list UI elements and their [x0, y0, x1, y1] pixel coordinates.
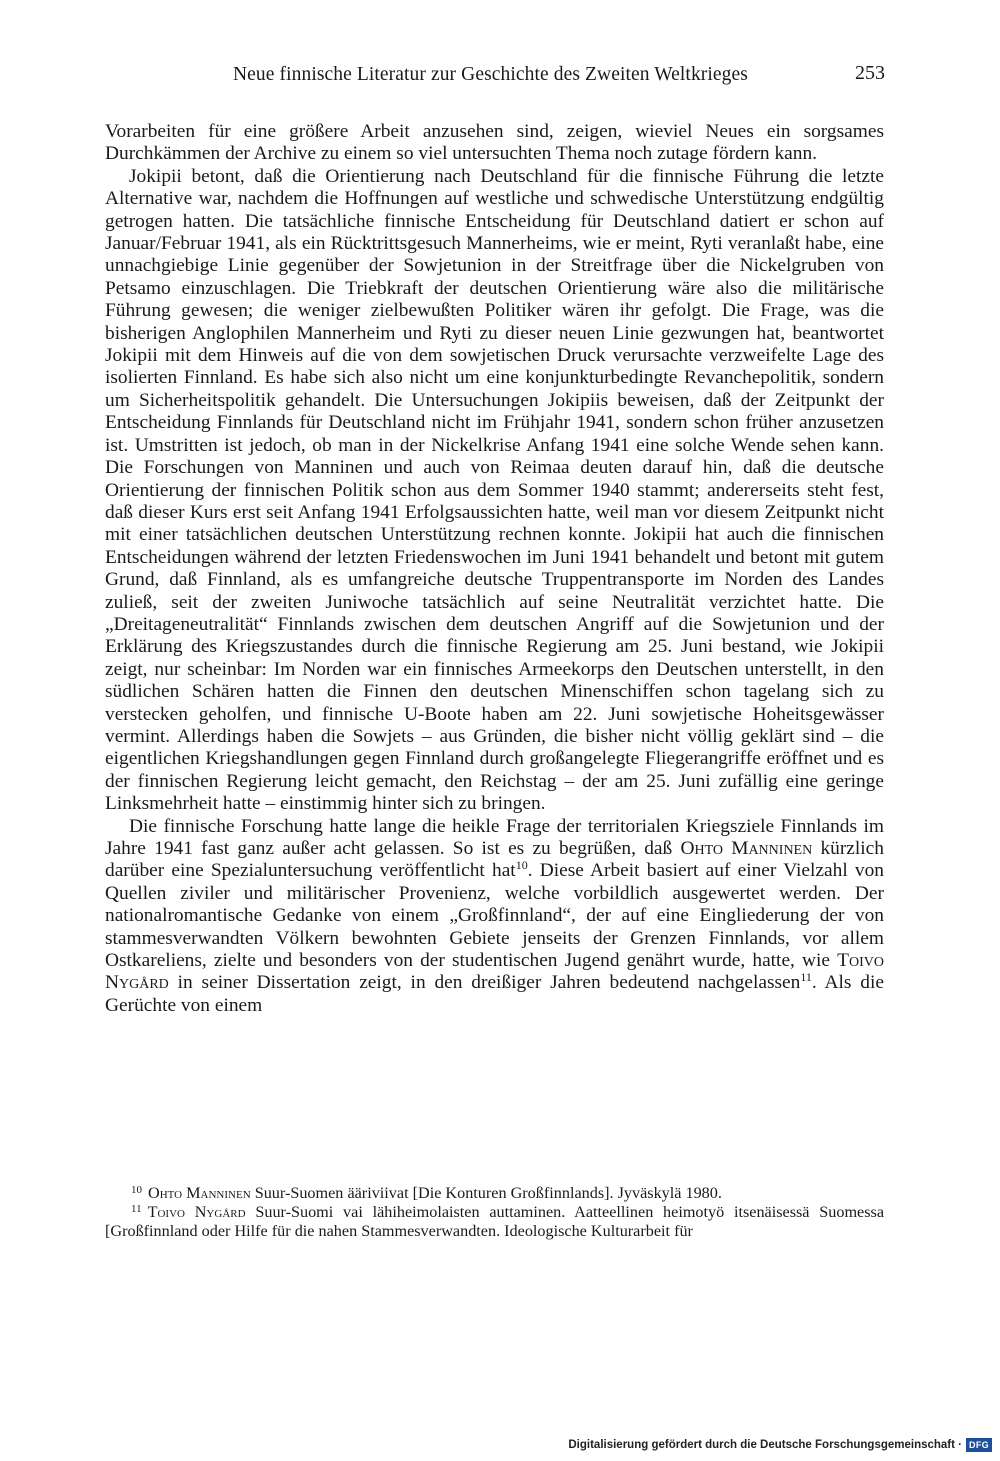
footnote-10-number: 10 — [131, 1184, 142, 1196]
author-name-nygard: Toivo Nygård — [105, 950, 884, 994]
body-text — [105, 121, 884, 1017]
paragraph-1: Vorarbeiten für eine größere Arbeit anzusehen sind, zeigen, wieviel Neues ein sorgsames Durchkämmen der Archive zu einem so viel untersuchten Thema noch zutage fördern kann. — [105, 121, 884, 165]
funding-note: Digitalisierung gefördert durch die Deutsche Forschungsgemeinschaft · — [568, 1439, 962, 1451]
footnote-10-text: Suur-Suomen ääriviivat [Die Konturen Großfinnlands]. Jyväskylä 1980. — [254, 1184, 722, 1202]
funding-footer — [568, 1437, 992, 1453]
dfg-logo-icon: DFG — [966, 1438, 992, 1452]
footnote-ref-10[interactable]: 10 — [515, 858, 528, 873]
paragraph-3-text-c: . Diese Arbeit basiert auf einer Vielzahl von Quellen ziviler und militärischer Provenienz, welche vorbildlich ausgewertet werden. Der nationalromantische Gedanke von einem „Großfinnland“, der auf eine Eingliederung der von stammesverwandten Völkern bewohnten Gebiete jenseits der Grenzen Finnlands, vor allem Ostkareliens, zielte und besonders von der studentischen Jugend genährt wurde, hatte, wie — [105, 860, 884, 972]
page-number: 253 — [855, 62, 885, 84]
paragraph-3-text-e: . Als die Gerüchte von einem — [105, 972, 884, 1016]
footnote-ref-11[interactable]: 11 — [800, 970, 812, 985]
paragraph-3 — [105, 816, 884, 1018]
footnote-11-text: Suur-Suomi vai lähiheimolaisten auttaminen. Aatteellinen heimotyö itsenäisessä Suomessa [Großfinnland oder Hilfe für die nahen Stammesverwandten. Ideologische Kulturarbeit für — [105, 1202, 885, 1240]
page-header — [105, 64, 885, 92]
footnotes — [105, 1184, 884, 1240]
paragraph-3-text-d: in seiner Dissertation zeigt, in den dreißiger Jahren bedeutend nachgelassen — [177, 972, 801, 994]
footnote-10 — [105, 1184, 884, 1203]
paragraph-3-text-b: kürzlich darüber eine Spezialuntersuchung veröffentlicht hat — [105, 838, 884, 882]
paragraph-2: Jokipii betont, daß die Orientierung nach Deutschland für die finnische Führung die letzte Alternative war, nachdem die Hoffnungen auf westliche und schwedische Unterstützung endgültig getrogen hatten. Die tatsächliche finnische Entscheidung für Deutschland datiert er schon auf Januar/Februar 1941, als ein Rücktrittsgesuch Mannerheims, wie er meint, Ryti veranlaßt habe, eine unnachgiebige Linie gegenüber der Sowjetunion in der Streitfrage über die Nickelgruben von Petsamo einzuschlagen. Die Triebkraft der deutschen Orientierung wäre also die militärische Führung gewesen; die weniger zielbewußten Politiker wären ihr gefolgt. Die Frage, was die bisherigen Anglophilen Mannerheim und Ryti zu dieser neuen Linie gezwungen hat, beantwortet Jokipii mit dem Hinweis auf die von dem sowjetischen Druck verursachte verzweifelte Lage des isolierten Finnland. Es habe sich also nicht um eine konjunkturbedingte Revanchepolitik, sondern um Sicherheitspolitik gehandelt. Die Untersuchungen Jokipiis beweisen, daß der Zeitpunkt der Entscheidung Finnlands für Deutschland nicht im Frühjahr 1941, sondern schon früher anzusetzen ist. Umstritten ist jedoch, ob man in der Nickelkrise Anfang 1941 eine solche Wende sehen kann. Die Forschungen von Manninen und auch von Reimaa deuten darauf hin, daß die deutsche Orientierung der finnischen Politik schon aus dem Sommer 1940 stammt; andererseits steht fest, daß dieser Kurs erst seit Anfang 1941 Erfolgsaussichten hatte, weil man vor diesem Zeitpunkt nicht mit einer tatsächlichen deutschen Unterstützung rechnen konnte. Jokipii hat auch die finnischen Entscheidungen während der letzten Friedenswochen im Juni 1941 behandelt und betont mit gutem Grund, daß Finnland, als es umfangreiche deutsche Truppentransporte im Norden des Landes zuließ, seit der zweiten Juniwoche tatsächlich auf seine Neutralität verzichtet hatte. Die „Dreitageneutralität“ Finnlands zwischen dem deutschen Angriff auf die Sowjetunion und der Erklärung des Kriegszustandes durch die finnische Regierung am 25. Juni bestand, wie Jokipii zeigt, nur scheinbar: Im Norden war ein finnisches Armeekorps den Deutschen unterstellt, in den südlichen Schären hatten die Finnen den deutschen Minenschiffen schon tagelang sich zu verstecken geholfen, und finnische U-Boote haben am 22. Juni sowjetische Hoheitsgewässer vermint. Allerdings haben die Sowjets – aus Gründen, die bisher nicht völlig geklärt sind – die eigentlichen Kriegshandlungen gegen Finnland durch großangelegte Fliegerangriffe eröffnet und es der finnischen Regierung leicht gemacht, den Reichstag – der am 25. Juni zufällig eine geringe Linksmehrheit hatte – einstimmig hinter sich zu bringen. — [105, 165, 884, 815]
author-name-manninen: Ohto Manninen — [680, 838, 813, 859]
running-title: Neue finnische Literatur zur Geschichte des Zweiten Weltkrieges — [233, 64, 748, 85]
paragraph-3-text-a: Die finnische Forschung hatte lange die heikle Frage der territorialen Kriegsziele Finnlands im Jahre 1941 fast ganz außer acht gelassen. So ist es zu begrüßen, daß — [105, 815, 884, 859]
footnote-11-number: 11 — [131, 1202, 142, 1215]
footnote-11-author: Toivo Nygård — [147, 1202, 246, 1221]
footnote-10-author: Ohto Manninen — [148, 1184, 251, 1202]
footnote-11 — [105, 1203, 884, 1241]
